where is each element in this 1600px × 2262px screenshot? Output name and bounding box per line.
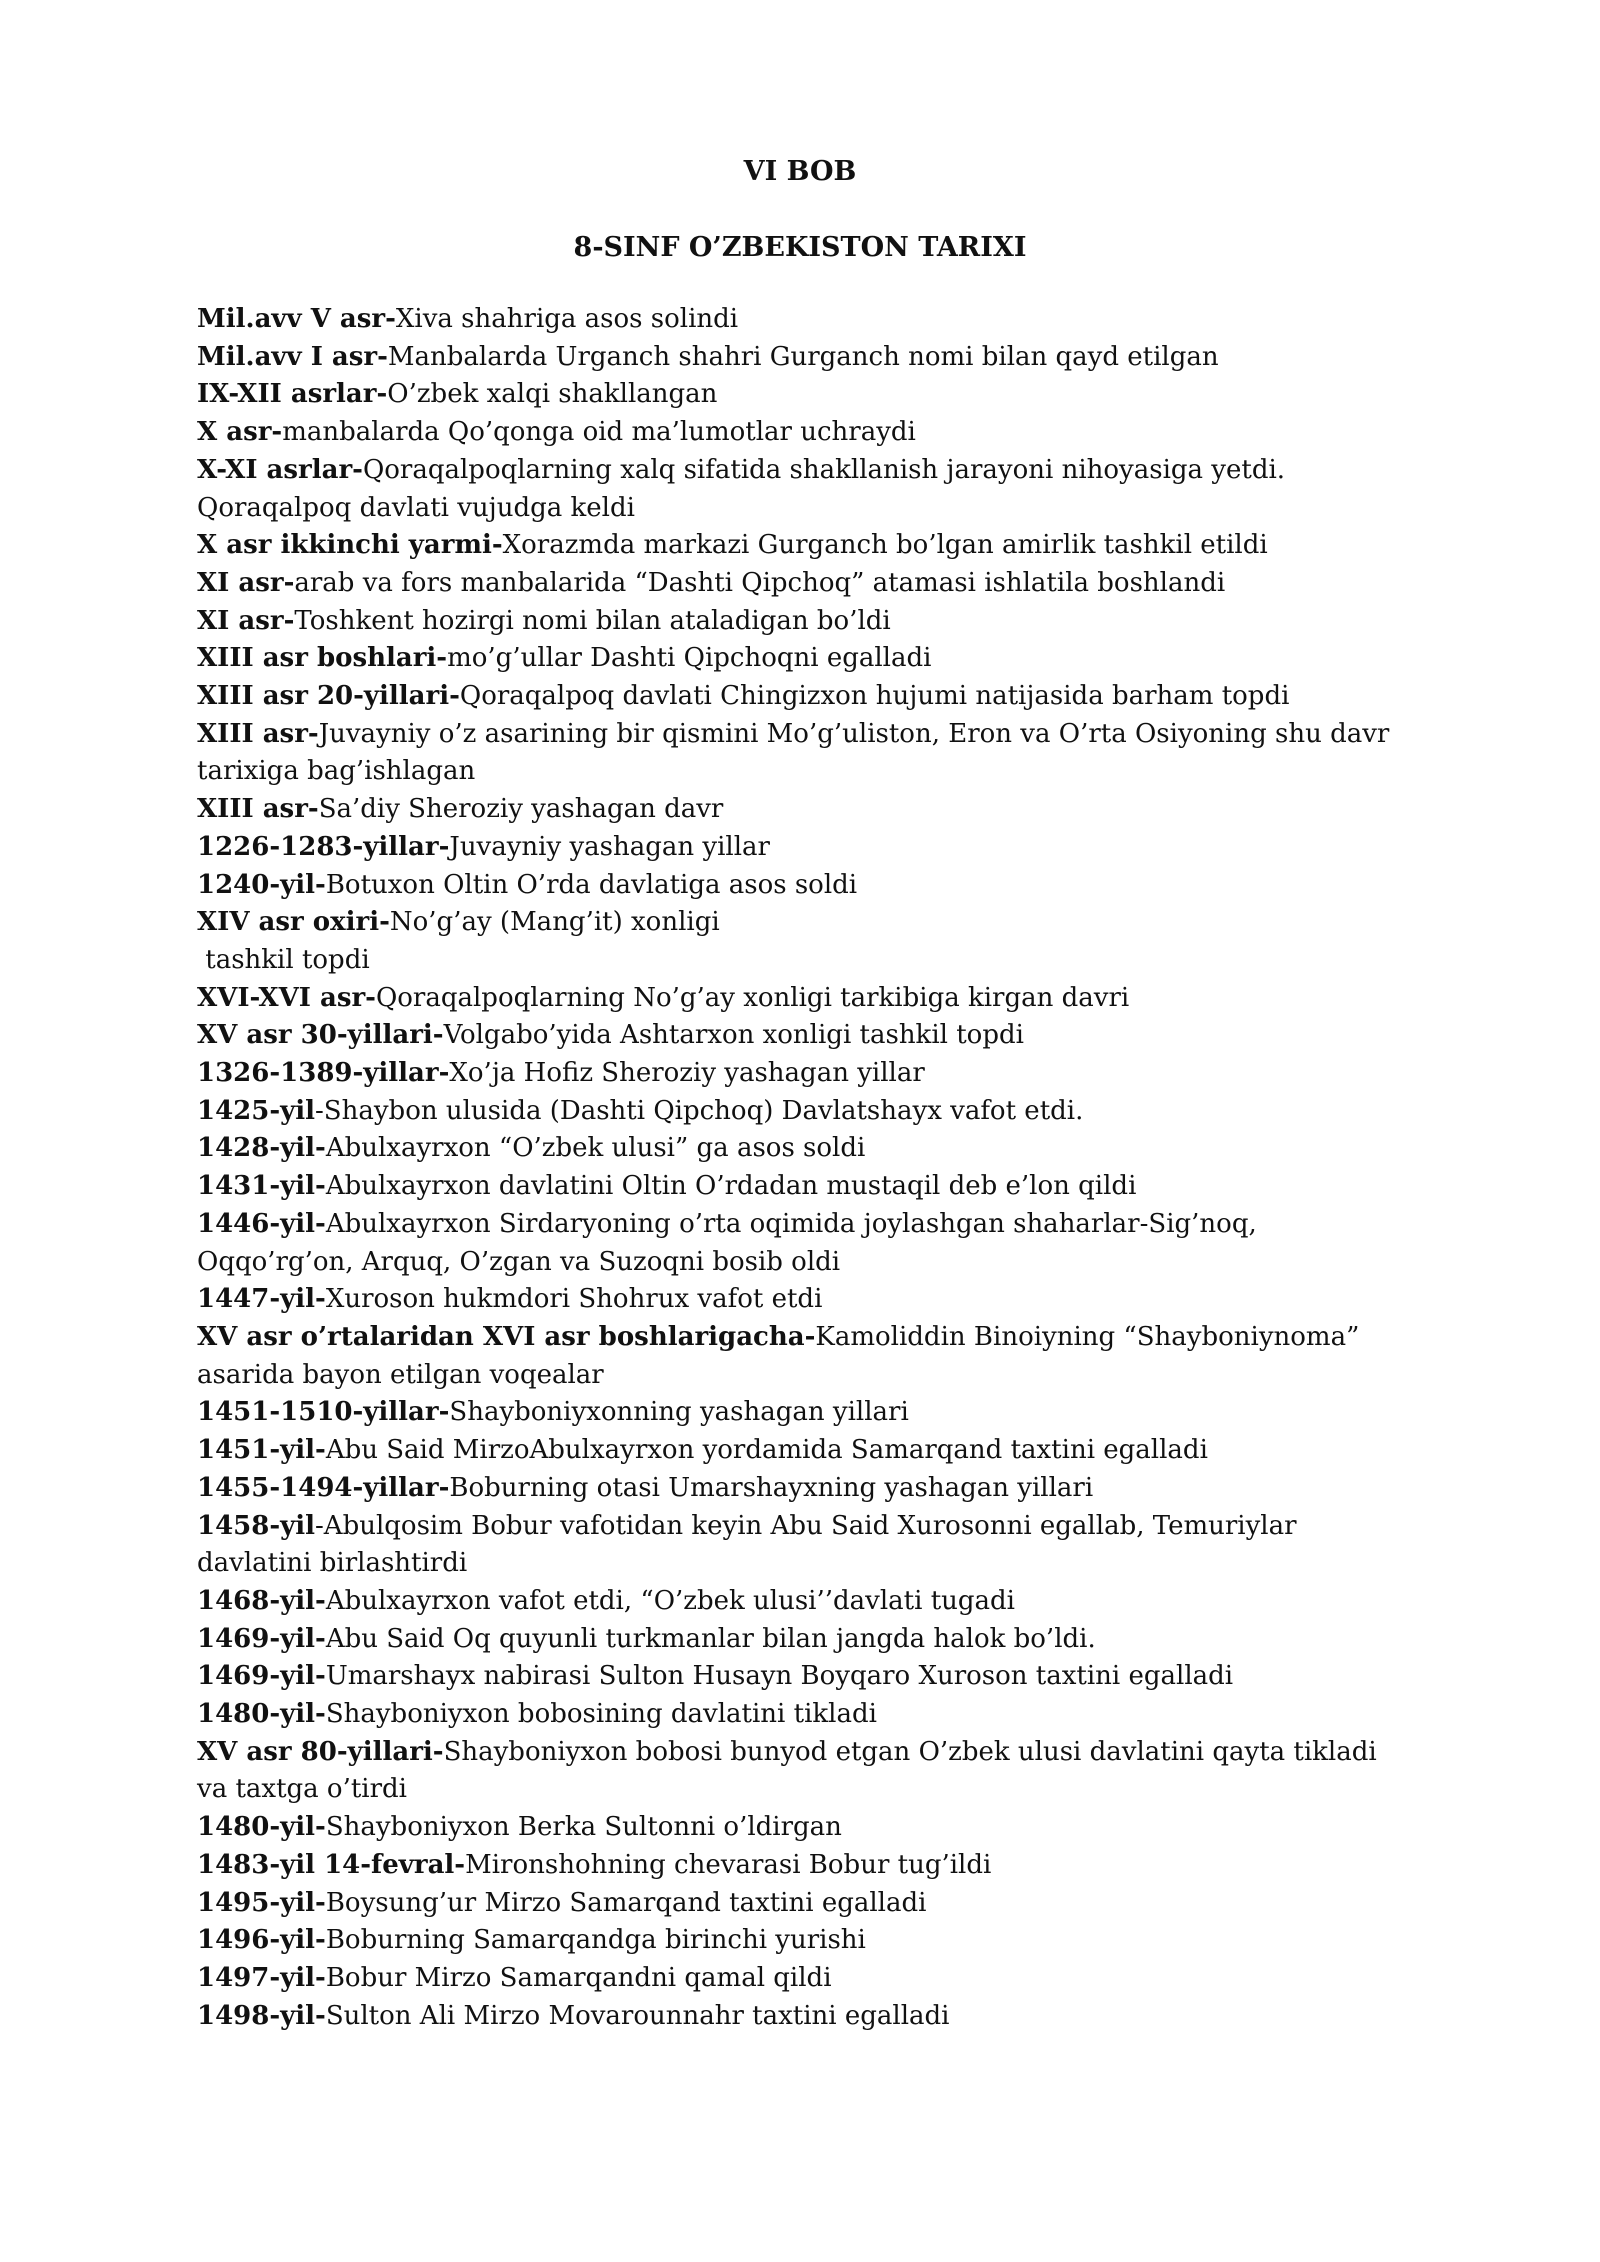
entry-date: 1469-yil- [197, 1661, 326, 1692]
entry-date: 1226-1283-yillar- [197, 831, 450, 862]
entry-date: 1431-yil- [197, 1171, 326, 1202]
entry-description: Qoraqalpoqlarning xalq sifatida shakllanish jarayoni nihoyasiga yetdi. Qoraqalpoq davlati vujudga keldi [197, 454, 1286, 523]
entry-date: 1468-yil- [197, 1585, 326, 1616]
timeline-entry [197, 452, 1447, 527]
entry-description: Juvayniy o’z asarining bir qismini Mo’g’uliston, Eron va O’rta Osiyoning shu davr tarixiga bag’ishlagan [197, 718, 1390, 787]
entry-date: 1497-yil- [197, 1962, 326, 1993]
entry-description: Xorazmda markazi Gurganch bo’lgan amirlik tashkil etildi [502, 530, 1268, 561]
timeline-entry [197, 1017, 1447, 1055]
timeline-entry [197, 1696, 1447, 1734]
timeline-entry [197, 904, 1447, 979]
entry-description: Shayboniyxon bobosining davlatini tikladi [325, 1699, 877, 1730]
entry-date: 1428-yil- [197, 1133, 326, 1164]
timeline-entry [197, 301, 1447, 339]
entry-description: Bobur Mirzo Samarqandni qamal qildi [325, 1962, 832, 1993]
entry-date: 1469-yil- [197, 1623, 326, 1654]
entry-description: O’zbek xalqi shakllangan [387, 379, 718, 410]
timeline-entry [197, 1809, 1447, 1847]
timeline-entry [197, 1130, 1447, 1168]
entry-description: No’g’ay (Mang’it) xonligi tashkil topdi [205, 907, 720, 975]
entry-description: Abulxayrxon vafot etdi, “O’zbek ulusi’’davlati tugadi [325, 1585, 1015, 1616]
entry-description: -Abulqosim Bobur vafotidan keyin Abu Said Xurosonni egallab, Temuriylar davlatini birlashtirdi [197, 1510, 1297, 1579]
chapter-heading: VI BOB [743, 156, 857, 187]
entry-date: 1451-yil- [197, 1435, 326, 1466]
entry-description: Shayboniyxon Berka Sultonni o’ldirgan [325, 1812, 842, 1843]
entry-description: Abu Said Oq quyunli turkmanlar bilan jangda halok bo’ldi. [325, 1623, 1096, 1654]
entry-description: Xuroson hukmdori Shohrux vafot etdi [325, 1284, 823, 1315]
timeline-entry [197, 1168, 1447, 1206]
timeline-entry [197, 1960, 1447, 1998]
entry-description: Boburning Samarqandga birinchi yurishi [325, 1925, 866, 1956]
timeline-entry [197, 1319, 1447, 1394]
entry-description: Juvayniy yashagan yillar [449, 831, 770, 862]
entry-description: Abulxayrxon Sirdaryoning o’rta oqimida joylashgan shaharlar-Sig’noq, Oqqo’rg’on, Arquq, O’zgan va Suzoqni bosib oldi [197, 1208, 1257, 1277]
timeline-entry [197, 867, 1447, 905]
entry-date: XI asr- [197, 567, 295, 598]
entry-date: 1480-yil- [197, 1699, 326, 1730]
entry-description: Xiva shahriga asos solindi [395, 304, 739, 334]
entry-date: XIII asr 20-yillari- [197, 681, 460, 712]
entry-description: Mironshohning chevarasi Bobur tug’ildi [465, 1849, 992, 1880]
entry-description: Volgabo’yida Ashtarxon xonligi tashkil topdi [443, 1020, 1024, 1051]
timeline-entry [197, 1734, 1447, 1809]
entry-description: Abulxayrxon “O’zbek ulusi” ga asos soldi [325, 1133, 866, 1164]
timeline-entry [197, 1394, 1447, 1432]
entry-date: XV asr 30-yillari- [197, 1020, 444, 1051]
entry-date: 1458-yil [197, 1510, 316, 1541]
entry-date: XIII asr- [197, 718, 319, 749]
timeline-entry [197, 980, 1447, 1018]
entry-description: Shayboniyxon bobosi bunyod etgan O’zbek ulusi davlatini qayta tikladi va taxtga o’tirdi [197, 1736, 1377, 1805]
timeline-entry [197, 339, 1447, 377]
entry-date: XV asr o’rtalaridan XVI asr boshlarigacha- [197, 1321, 816, 1352]
timeline-entry [197, 565, 1447, 603]
timeline-entry [197, 1508, 1447, 1583]
entry-date: X-XI asrlar- [197, 454, 363, 485]
entry-description: Shayboniyxonning yashagan yillari [449, 1397, 909, 1428]
entry-description: mo’g’ullar Dashti Qipchoqni egalladi [447, 643, 932, 674]
entry-description: Botuxon Oltin O’rda davlatiga asos soldi [325, 869, 858, 900]
entry-date: 1455-1494-yillar- [197, 1472, 450, 1503]
document-title: 8-SINF O’ZBEKISTON TARIXI [573, 232, 1027, 263]
timeline-entry [197, 791, 1447, 829]
entry-date: XIII asr- [197, 794, 319, 825]
entry-date: 1495-yil- [197, 1887, 326, 1918]
entry-description: Sulton Ali Mirzo Movarounnahr taxtini egalladi [325, 2000, 950, 2031]
entry-date: X asr- [197, 417, 283, 448]
entry-date: 1498-yil- [197, 2000, 326, 2031]
entry-description: Xo’ja Hofiz Sheroziy yashagan yillar [449, 1058, 925, 1089]
entry-description: Kamoliddin Binoiyning “Shayboniynoma” asarida bayon etilgan voqealar [197, 1321, 1360, 1390]
timeline-entry [197, 716, 1447, 791]
entry-date: 1451-1510-yillar- [197, 1397, 450, 1428]
entry-description: Qoraqalpoqlarning No’g’ay xonligi tarkibiga kirgan davri [375, 982, 1130, 1013]
timeline-entry [197, 1847, 1447, 1885]
entry-date: XIII asr boshlari- [197, 643, 448, 674]
entry-date: XVI-XVI asr- [197, 982, 376, 1013]
entry-date: XV asr 80-yillari- [197, 1736, 444, 1767]
entry-date: 1326-1389-yillar- [197, 1058, 450, 1089]
entry-description: Abulxayrxon davlatini Oltin O’rdadan mustaqil deb e’lon qildi [325, 1171, 1137, 1202]
entry-date: XI asr- [197, 605, 295, 636]
entry-description: Abu Said MirzoAbulxayrxon yordamida Samarqand taxtini egalladi [325, 1435, 1208, 1466]
entry-description: -Shaybon ulusida (Dashti Qipchoq) Davlatshayx vafot etdi. [315, 1095, 1084, 1126]
entry-date: 1446-yil- [197, 1208, 326, 1239]
timeline-entry [197, 376, 1447, 414]
entry-date: 1447-yil- [197, 1284, 326, 1315]
timeline-list [197, 301, 1447, 2035]
timeline-entry [197, 1055, 1447, 1093]
entry-date: Mil.avv I asr- [197, 341, 388, 372]
timeline-entry [197, 1093, 1447, 1131]
entry-description: Toshkent hozirgi nomi bilan ataladigan bo’ldi [294, 605, 891, 636]
entry-description: Boburning otasi Umarshayxning yashagan yillari [449, 1472, 1094, 1503]
entry-date: 1240-yil- [197, 869, 326, 900]
entry-description: Boysung’ur Mirzo Samarqand taxtini egalladi [325, 1887, 927, 1918]
timeline-entry [197, 1658, 1447, 1696]
timeline-entry [197, 1206, 1447, 1281]
entry-date: 1496-yil- [197, 1925, 326, 1956]
entry-date: X asr ikkinchi yarmi- [197, 530, 503, 561]
timeline-entry [197, 1885, 1447, 1923]
entry-date: Mil.avv V asr- [197, 304, 396, 334]
timeline-entry [197, 1470, 1447, 1508]
timeline-entry [197, 640, 1447, 678]
entry-description: Sa’diy Sheroziy yashagan davr [318, 794, 724, 825]
entry-description: Umarshayx nabirasi Sulton Husayn Boyqaro Xuroson taxtini egalladi [325, 1661, 1234, 1692]
entry-description: manbalarda Qo’qonga oid ma’lumotlar uchraydi [282, 417, 916, 448]
timeline-entry [197, 1922, 1447, 1960]
entry-date: 1483-yil 14-fevral- [197, 1849, 466, 1880]
entry-date: 1480-yil- [197, 1812, 326, 1843]
timeline-entry [197, 829, 1447, 867]
entry-description: arab va fors manbalarida “Dashti Qipchoq” atamasi ishlatila boshlandi [294, 567, 1226, 598]
entry-date: 1425-yil [197, 1095, 316, 1126]
timeline-entry [197, 603, 1447, 641]
timeline-entry [197, 1998, 1447, 2036]
entry-date: IX-XII asrlar- [197, 379, 388, 410]
timeline-entry [197, 1432, 1447, 1470]
timeline-entry [197, 1621, 1447, 1659]
entry-date: XIV asr oxiri- [197, 907, 390, 938]
timeline-entry [197, 414, 1447, 452]
timeline-entry [197, 527, 1447, 565]
timeline-entry [197, 1281, 1447, 1319]
timeline-entry [197, 1583, 1447, 1621]
entry-description: Qoraqalpoq davlati Chingizxon hujumi natijasida barham topdi [459, 681, 1290, 712]
timeline-entry [197, 678, 1447, 716]
entry-description: Manbalarda Urganch shahri Gurganch nomi bilan qayd etilgan [387, 341, 1219, 372]
